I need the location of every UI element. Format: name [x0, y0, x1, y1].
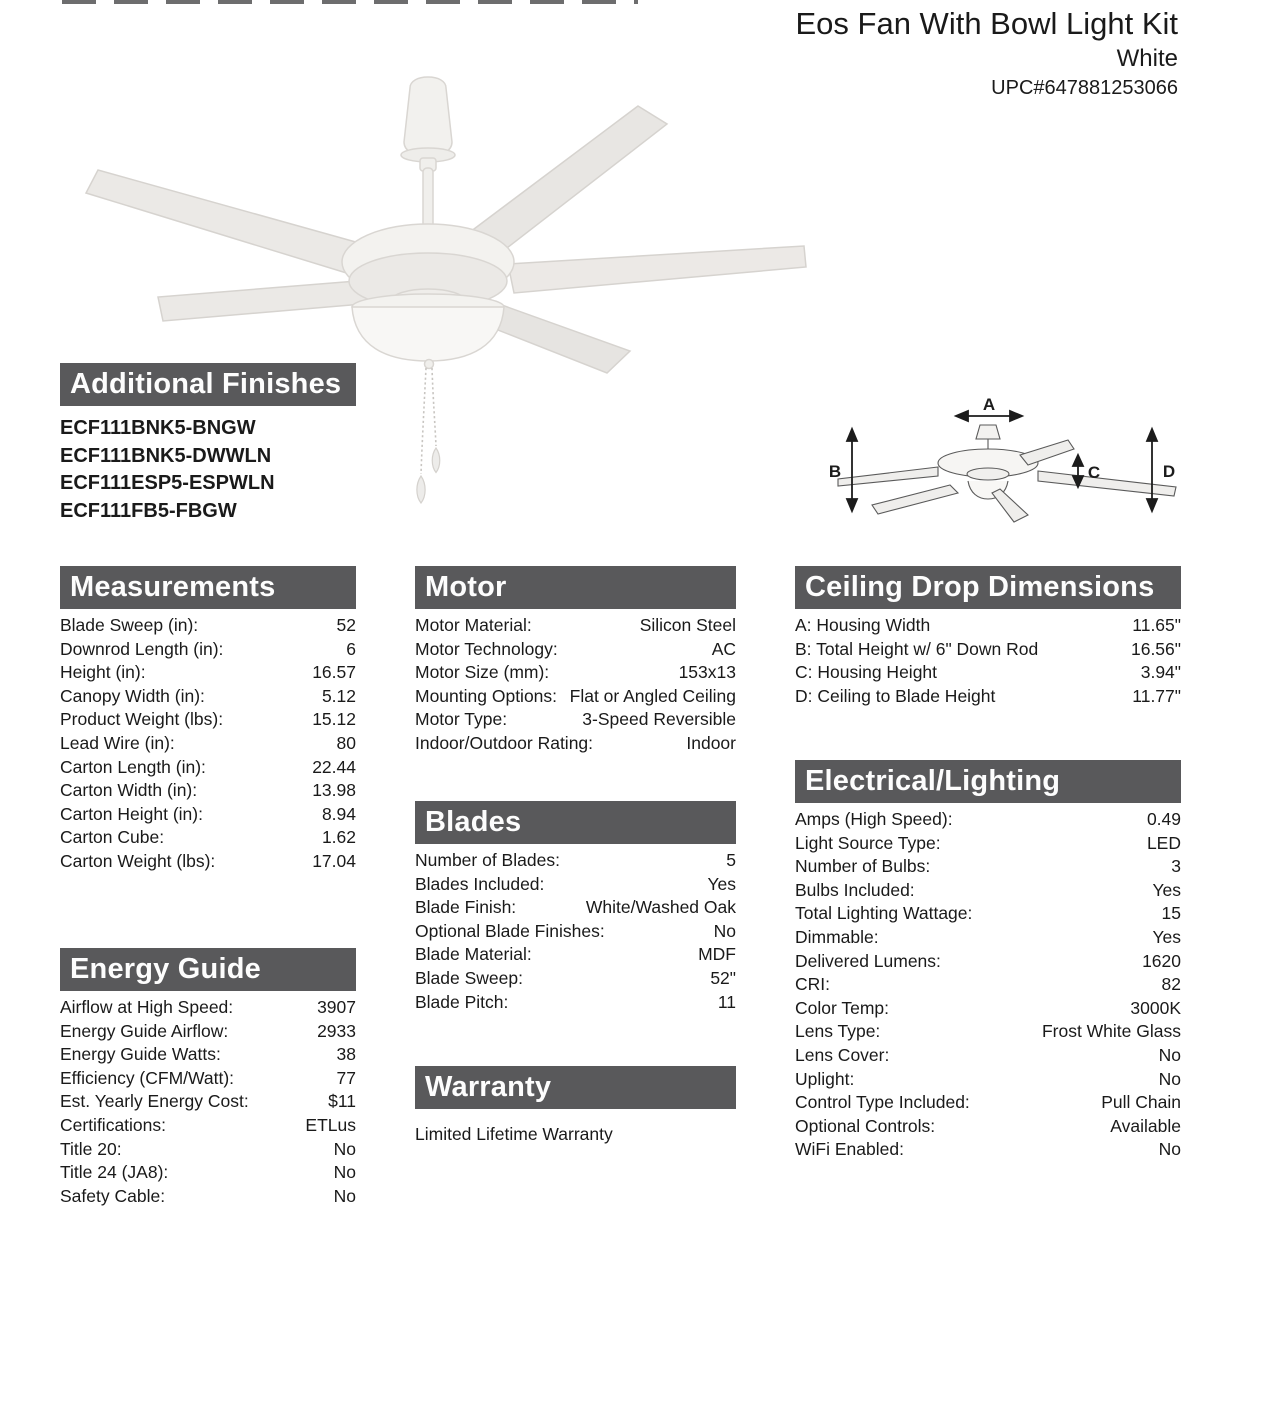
- spec-label: Carton Height (in):: [60, 803, 203, 824]
- dim-label-b: B: [828, 462, 842, 481]
- spec-label: Amps (High Speed):: [795, 809, 953, 829]
- spec-label: Blade Material:: [415, 944, 532, 965]
- spec-row: [60, 685, 356, 709]
- spec-row: [415, 967, 736, 991]
- spec-value: 153x13: [678, 662, 736, 683]
- spec-label: Product Weight (lbs):: [60, 709, 224, 730]
- spec-value: No: [333, 1138, 356, 1159]
- spec-value: White/Washed Oak: [585, 897, 736, 918]
- spec-value: 13.98: [312, 780, 356, 801]
- spec-value: 52": [710, 967, 736, 988]
- spec-label: Motor Type:: [415, 709, 508, 730]
- spec-row: [795, 997, 1181, 1021]
- spec-label: Title 20:: [60, 1138, 122, 1159]
- title-block: [796, 5, 1179, 102]
- spec-value: 1.62: [321, 827, 356, 848]
- spec-label: CRI:: [795, 974, 830, 995]
- spec-label: Total Lighting Wattage:: [795, 903, 973, 924]
- spec-row: [415, 732, 736, 756]
- spec-label: Optional Controls:: [795, 1115, 936, 1136]
- section-electrical-lighting: [795, 760, 1181, 1162]
- spec-row: [795, 1044, 1181, 1068]
- spec-label: Blade Sweep:: [415, 967, 523, 988]
- spec-label: Carton Length (in):: [60, 756, 206, 777]
- spec-label: Control Type Included:: [795, 1092, 970, 1113]
- spec-label: Motor Material:: [415, 615, 532, 635]
- spec-value: 17.04: [312, 850, 356, 871]
- spec-label: WiFi Enabled:: [795, 1139, 904, 1160]
- upc-code: UPC#647881253066: [991, 77, 1178, 99]
- spec-value: 3907: [317, 997, 356, 1017]
- spec-value: No: [333, 1162, 356, 1183]
- spec-row: [60, 1161, 356, 1185]
- section-header: Energy Guide: [60, 948, 356, 991]
- spec-value: 8.94: [321, 803, 356, 824]
- spec-value: 3: [1171, 856, 1181, 877]
- spec-value: No: [1158, 1068, 1181, 1089]
- section-header: Warranty: [415, 1066, 736, 1109]
- spec-row: [60, 1138, 356, 1162]
- spec-label: Number of Blades:: [415, 850, 560, 870]
- spec-value: 16.56": [1130, 638, 1181, 659]
- spec-value: 22.44: [312, 756, 356, 777]
- spec-label: Uplight:: [795, 1068, 855, 1089]
- finish-model-number: ECF111FB5-FBGW: [60, 499, 237, 522]
- spec-row: [795, 902, 1181, 926]
- spec-value: No: [713, 920, 736, 941]
- spec-label: Motor Size (mm):: [415, 662, 550, 683]
- warranty-text: Limited Lifetime Warranty: [415, 1124, 613, 1144]
- spec-value: 77: [336, 1067, 356, 1088]
- spec-value: 5.12: [321, 685, 356, 706]
- spec-row: [795, 1115, 1181, 1139]
- spec-row: [795, 614, 1181, 638]
- spec-table: [795, 614, 1181, 708]
- spec-label: Light Source Type:: [795, 832, 941, 853]
- spec-label: Lens Cover:: [795, 1044, 890, 1065]
- spec-label: Blade Pitch:: [415, 991, 509, 1012]
- spec-label: Carton Cube:: [60, 827, 165, 848]
- spec-row: [60, 1114, 356, 1138]
- spec-row: [60, 1020, 356, 1044]
- section-blades: [415, 801, 736, 1014]
- spec-value: $11: [328, 1091, 356, 1112]
- spec-value: Yes: [1152, 926, 1181, 947]
- spec-value: LED: [1146, 832, 1181, 853]
- spec-value: No: [333, 1185, 356, 1206]
- spec-row: [60, 1185, 356, 1209]
- finish-list: [60, 415, 356, 525]
- spec-label: Certifications:: [60, 1114, 167, 1135]
- spec-value: Flat or Angled Ceiling: [569, 685, 736, 706]
- spec-value: 3.94": [1140, 662, 1181, 683]
- spec-row: [60, 1067, 356, 1091]
- spec-row: [415, 896, 736, 920]
- spec-value: No: [1158, 1044, 1181, 1065]
- spec-row: [415, 614, 736, 638]
- spec-row: [795, 1138, 1181, 1162]
- dim-label-d: D: [1162, 462, 1176, 481]
- spec-value: 16.57: [312, 662, 356, 683]
- spec-row: [60, 756, 356, 780]
- spec-row: [795, 879, 1181, 903]
- spec-row: [795, 808, 1181, 832]
- spec-row: [415, 920, 736, 944]
- spec-row: [60, 803, 356, 827]
- spec-value: 15.12: [312, 709, 356, 730]
- spec-value: AC: [711, 638, 736, 659]
- spec-label: Bulbs Included:: [795, 879, 915, 900]
- spec-label: Indoor/Outdoor Rating:: [415, 732, 594, 753]
- spec-value: 82: [1161, 974, 1181, 995]
- spec-label: Carton Weight (lbs):: [60, 850, 216, 871]
- dimension-diagram: [820, 383, 1200, 535]
- spec-label: Energy Guide Airflow:: [60, 1020, 229, 1041]
- spec-row: [60, 826, 356, 850]
- section-additional-finishes: [60, 363, 356, 525]
- spec-table: [795, 808, 1181, 1162]
- spec-value: 80: [336, 732, 356, 753]
- spec-row: [415, 661, 736, 685]
- spec-value: 52: [336, 615, 356, 635]
- spec-row: [60, 614, 356, 638]
- spec-table: [60, 996, 356, 1208]
- spec-label: Carton Width (in):: [60, 780, 198, 801]
- finish-model-number: ECF111ESP5-ESPWLN: [60, 472, 275, 494]
- dim-label-c: C: [1087, 463, 1101, 482]
- spec-row: [60, 1043, 356, 1067]
- spec-row: [415, 849, 736, 873]
- spec-value: 11.65": [1132, 615, 1181, 635]
- spec-label: Optional Blade Finishes:: [415, 920, 605, 941]
- spec-label: Number of Bulbs:: [795, 856, 931, 877]
- spec-table: [60, 614, 356, 874]
- spec-value: MDF: [698, 944, 736, 965]
- spec-row: [60, 779, 356, 803]
- spec-label: Delivered Lumens:: [795, 950, 941, 971]
- spec-label: D: Ceiling to Blade Height: [795, 685, 996, 706]
- spec-label: Mounting Options:: [415, 685, 558, 706]
- page-title: Eos Fan With Bowl Light Kit: [795, 6, 1178, 41]
- spec-label: Est. Yearly Energy Cost:: [60, 1091, 249, 1112]
- section-header: Motor: [415, 566, 736, 609]
- spec-row: [415, 991, 736, 1015]
- spec-label: C: Housing Height: [795, 662, 938, 683]
- section-measurements: [60, 566, 356, 874]
- spec-value: 3-Speed Reversible: [582, 709, 736, 730]
- spec-row: [60, 996, 356, 1020]
- spec-value: Indoor: [686, 732, 736, 753]
- spec-label: Blades Included:: [415, 873, 545, 894]
- section-motor: [415, 566, 736, 756]
- finish-model-number: ECF111BNK5-BNGW: [60, 417, 256, 439]
- spec-label: Motor Technology:: [415, 638, 558, 659]
- spec-label: Energy Guide Watts:: [60, 1044, 221, 1065]
- section-header: Additional Finishes: [60, 363, 356, 406]
- spec-row: [795, 950, 1181, 974]
- spec-value: Yes: [707, 873, 736, 894]
- spec-row: [415, 708, 736, 732]
- spec-row: [795, 661, 1181, 685]
- spec-label: Downrod Length (in):: [60, 638, 224, 659]
- spec-value: 15: [1161, 903, 1181, 924]
- spec-row: [415, 638, 736, 662]
- spec-label: Airflow at High Speed:: [60, 997, 234, 1017]
- spec-label: Color Temp:: [795, 997, 890, 1018]
- section-ceiling-drop-dimensions: [795, 566, 1181, 708]
- spec-row: [60, 638, 356, 662]
- spec-row: [60, 850, 356, 874]
- spec-value: 0.49: [1146, 809, 1181, 829]
- spec-value: Pull Chain: [1101, 1092, 1181, 1113]
- spec-value: 5: [726, 850, 736, 870]
- spec-row: [60, 661, 356, 685]
- spec-row: [60, 1090, 356, 1114]
- spec-label: Dimmable:: [795, 926, 879, 947]
- spec-row: [795, 638, 1181, 662]
- spec-label: Safety Cable:: [60, 1185, 166, 1206]
- finish-model-number: ECF111BNK5-DWWLN: [60, 444, 272, 467]
- spec-value: 11.77": [1132, 685, 1181, 706]
- spec-label: Blade Finish:: [415, 897, 517, 918]
- spec-value: 1620: [1142, 950, 1181, 971]
- spec-table: [415, 849, 736, 1014]
- spec-row: [795, 926, 1181, 950]
- spec-value: No: [1158, 1139, 1181, 1160]
- spec-value: 2933: [317, 1020, 356, 1041]
- dim-label-a: A: [982, 395, 996, 414]
- finish-name: White: [1116, 45, 1178, 72]
- spec-value: Yes: [1152, 879, 1181, 900]
- spec-label: Efficiency (CFM/Watt):: [60, 1067, 235, 1088]
- section-header: Ceiling Drop Dimensions: [795, 566, 1181, 609]
- section-header: Measurements: [60, 566, 356, 609]
- section-header: Electrical/Lighting: [795, 760, 1181, 803]
- spec-row: [415, 873, 736, 897]
- spec-label: Title 24 (JA8):: [60, 1162, 169, 1183]
- spec-value: Available: [1110, 1115, 1181, 1136]
- spec-label: Canopy Width (in):: [60, 685, 205, 706]
- spec-row: [795, 1091, 1181, 1115]
- cropped-heading-remnant: [62, 0, 638, 4]
- spec-row: [795, 1068, 1181, 1092]
- spec-value: Silicon Steel: [639, 615, 736, 635]
- spec-row: [795, 1020, 1181, 1044]
- spec-value: 6: [346, 638, 356, 659]
- section-header: Blades: [415, 801, 736, 844]
- spec-label: Lens Type:: [795, 1021, 881, 1042]
- spec-label: A: Housing Width: [795, 615, 931, 635]
- spec-row: [60, 732, 356, 756]
- spec-row: [795, 973, 1181, 997]
- spec-value: 3000K: [1130, 997, 1181, 1018]
- spec-table: [415, 614, 736, 756]
- spec-row: [795, 685, 1181, 709]
- spec-row: [415, 685, 736, 709]
- spec-row: [415, 943, 736, 967]
- spec-label: Height (in):: [60, 662, 146, 683]
- section-energy-guide: [60, 948, 356, 1208]
- spec-row: [795, 855, 1181, 879]
- spec-label: B: Total Height w/ 6" Down Rod: [795, 638, 1039, 659]
- spec-value: 11: [717, 991, 736, 1012]
- spec-label: Blade Sweep (in):: [60, 615, 199, 635]
- spec-value: Frost White Glass: [1041, 1021, 1181, 1042]
- spec-row: [60, 708, 356, 732]
- spec-value: 38: [336, 1044, 356, 1065]
- section-warranty: [415, 1066, 736, 1145]
- spec-row: [795, 832, 1181, 856]
- spec-value: ETLus: [305, 1114, 356, 1135]
- spec-label: Lead Wire (in):: [60, 732, 175, 753]
